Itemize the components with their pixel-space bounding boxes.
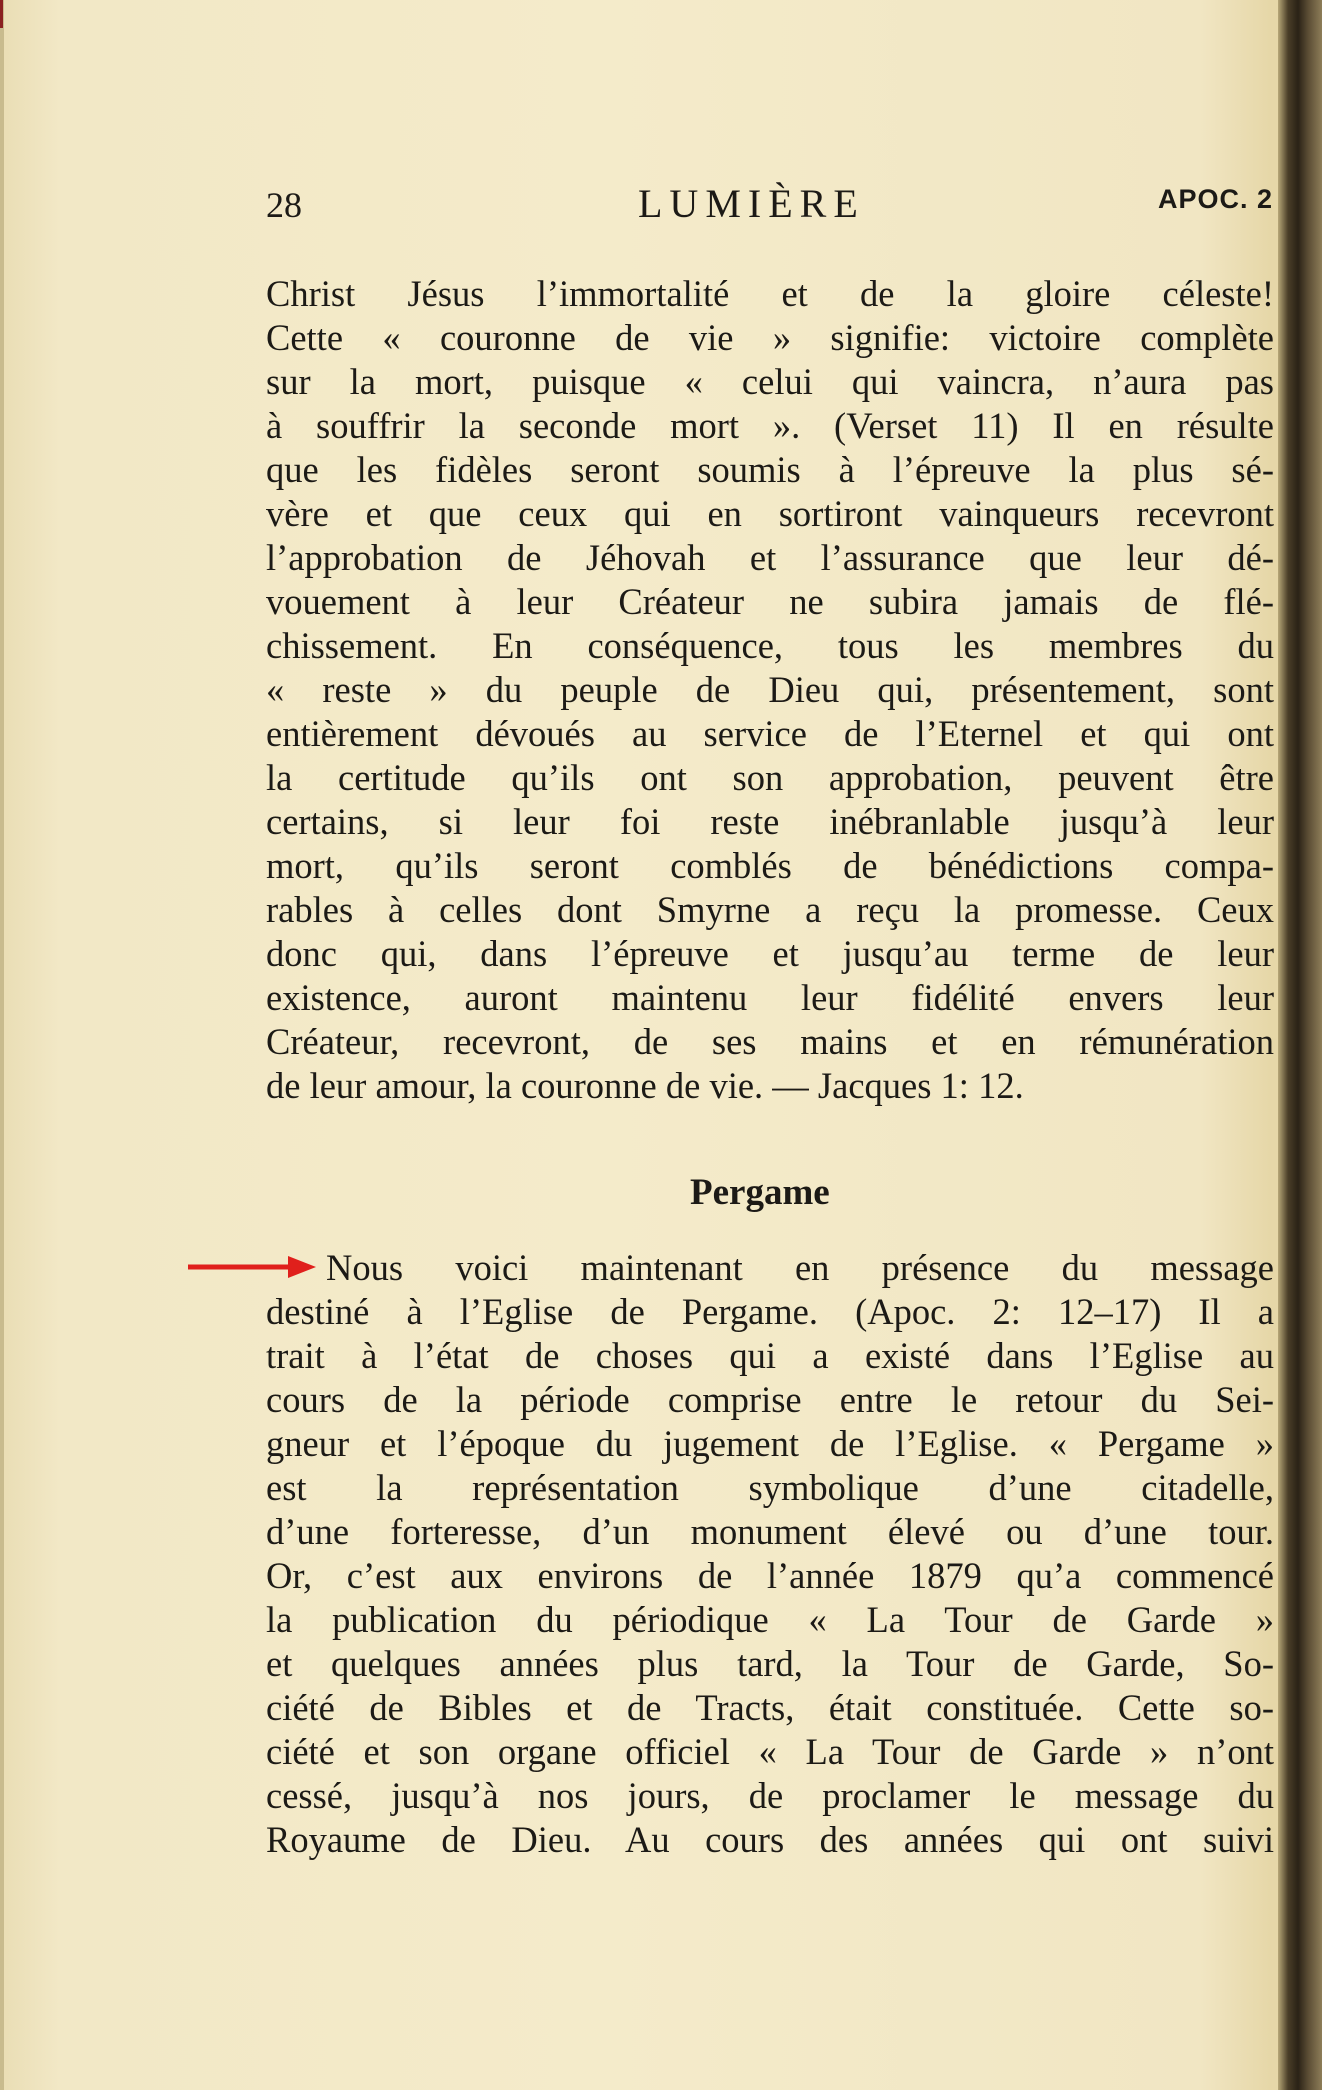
text-line: que les fidèles seront soumis à l’épreuve la plus sé-: [266, 449, 1274, 490]
text-line: sur la mort, puisque « celui qui vaincra, n’aura pas: [266, 361, 1274, 402]
text-line: destiné à l’Eglise de Pergame. (Apoc. 2: 12–17) Il a: [266, 1291, 1274, 1332]
text-line: Créateur, recevront, de ses mains et en rémunération: [266, 1021, 1274, 1062]
text-line: l’approbation de Jéhovah et l’assurance que leur dé-: [266, 537, 1274, 578]
page-left-edge: [0, 0, 4, 2090]
text-line: cessé, jusqu’à nos jours, de proclamer le message du: [266, 1775, 1274, 1816]
text-line: Royaume de Dieu. Au cours des années qui ont suivi: [266, 1819, 1274, 1860]
text-line: Nous voici maintenant en présence du message: [326, 1247, 1274, 1288]
text-line: ciété et son organe officiel « La Tour de Garde » n’ont: [266, 1731, 1274, 1772]
text-line: ciété de Bibles et de Tracts, était constituée. Cette so-: [266, 1687, 1274, 1728]
text-line: existence, auront maintenu leur fidélité envers leur: [266, 977, 1274, 1018]
text-line: cours de la période comprise entre le retour du Sei-: [266, 1379, 1274, 1420]
text-line: de leur amour, la couronne de vie. — Jacques 1: 12.: [266, 1065, 1024, 1106]
section-heading-wrap: [0, 1168, 1322, 1218]
text-line: vère et que ceux qui en sortiront vainqueurs recevront: [266, 493, 1274, 534]
text-line: la certitude qu’ils ont son approbation, peuvent être: [266, 757, 1274, 798]
text-line: et quelques années plus tard, la Tour de Garde, So-: [266, 1643, 1274, 1684]
text-line: Cette « couronne de vie » signifie: victoire complète: [266, 317, 1274, 358]
text-line: entièrement dévoués au service de l’Eternel et qui ont: [266, 713, 1274, 754]
text-line: gneur et l’époque du jugement de l’Eglise. « Pergame »: [266, 1423, 1274, 1464]
text-line: d’une forteresse, d’un monument élevé ou d’une tour.: [266, 1511, 1274, 1552]
chapter-reference: APOC. 2: [1158, 184, 1274, 214]
text-line: Christ Jésus l’immortalité et de la gloire céleste!: [266, 273, 1274, 314]
section-heading: Pergame: [690, 1172, 830, 1213]
text-line: vouement à leur Créateur ne subira jamais de flé-: [266, 581, 1274, 622]
page-corner-mark: [0, 0, 3, 28]
running-title: LUMIÈRE: [638, 181, 865, 226]
text-line: est la représentation symbolique d’une citadelle,: [266, 1467, 1274, 1508]
text-line: donc qui, dans l’épreuve et jusqu’au terme de leur: [266, 933, 1274, 974]
running-header: [0, 176, 1322, 236]
text-line: rables à celles dont Smyrne a reçu la promesse. Ceux: [266, 889, 1274, 930]
text-line: la publication du périodique « La Tour de Garde »: [266, 1599, 1274, 1640]
text-line: Or, c’est aux environs de l’année 1879 qu’a commencé: [266, 1555, 1274, 1596]
text-line: « reste » du peuple de Dieu qui, présentement, sont: [266, 669, 1274, 710]
text-line: mort, qu’ils seront comblés de bénédictions compa-: [266, 845, 1274, 886]
text-line: à souffrir la seconde mort ». (Verset 11) Il en résulte: [266, 405, 1274, 446]
book-spine-shadow: [1278, 0, 1322, 2090]
paragraph-pergame: [266, 1246, 1274, 1862]
text-line: chissement. En conséquence, tous les membres du: [266, 625, 1274, 666]
text-line: certains, si leur foi reste inébranlable jusqu’à leur: [266, 801, 1274, 842]
paragraph-continuation: [266, 272, 1274, 1108]
text-line: trait à l’état de choses qui a existé dans l’Eglise au: [266, 1335, 1274, 1376]
page-number: 28: [266, 185, 302, 225]
